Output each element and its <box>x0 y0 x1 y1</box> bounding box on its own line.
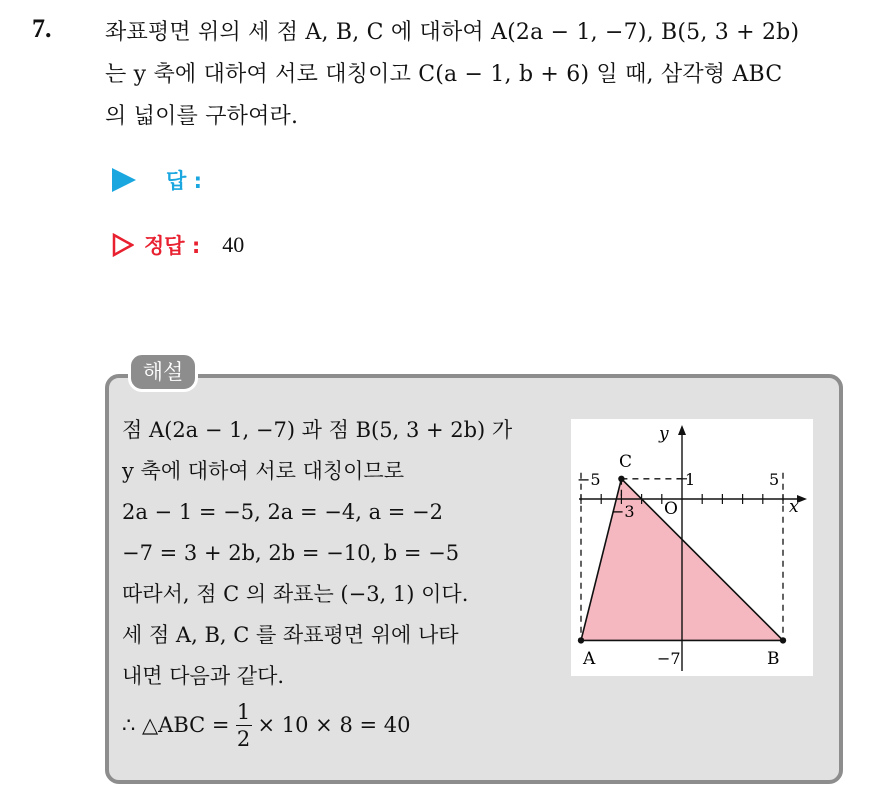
problem-text <box>105 12 870 138</box>
outline-triangle-icon <box>112 233 134 257</box>
conclusion-left: ∴ △ABC = <box>122 713 230 737</box>
point-a-label: A <box>583 649 596 669</box>
point-c-dot <box>618 476 624 482</box>
tick-label-neg7: −7 <box>657 649 681 668</box>
conclusion-right: × 10 × 8 = 40 <box>257 713 411 737</box>
coordinate-graph <box>571 419 813 676</box>
problem-line-3: 의 넓이를 구하여라. <box>105 104 299 129</box>
conclusion <box>122 697 410 753</box>
answer-label: 답 : <box>166 169 202 193</box>
point-c-label: C <box>619 452 633 472</box>
tick-label-1: 1 <box>685 470 696 489</box>
solution-line: y 축에 대하여 서로 대칭이므로 <box>122 459 404 483</box>
x-axis-label: x <box>789 497 799 517</box>
fraction-denominator: 2 <box>236 726 251 751</box>
tick-label-neg5: −5 <box>577 470 601 489</box>
solution-text <box>122 410 562 697</box>
correct-answer-label: 정답 : <box>144 234 201 258</box>
point-b-dot <box>780 637 786 643</box>
solution-line: 점 A(2a − 1, −7) 과 점 B(5, 3 + 2b) 가 <box>122 418 513 442</box>
play-triangle-icon <box>112 168 136 192</box>
fraction <box>236 701 252 750</box>
fraction-bar <box>236 725 252 726</box>
point-b-label: B <box>767 649 780 669</box>
problem-number: 7. <box>32 14 52 43</box>
solution-line: 2a − 1 = −5, 2a = −4, a = −2 <box>122 500 443 524</box>
fraction-numerator: 1 <box>236 699 251 724</box>
solution-line: 세 점 A, B, C 를 좌표평면 위에 나타 <box>122 623 459 647</box>
solution-line: 따라서, 점 C 의 좌표는 (−3, 1) 이다. <box>122 582 469 606</box>
tick-label-5: 5 <box>769 470 780 489</box>
graph-svg <box>571 419 813 676</box>
point-a-dot <box>578 637 584 643</box>
y-axis-label: y <box>659 424 669 444</box>
solution-tab: 해설 <box>128 352 198 392</box>
problem-line-1: 좌표평면 위의 세 점 A, B, C 에 대하여 A(2a − 1, −7), B(5, 3 + 2b) <box>105 20 800 45</box>
solution-line: −7 = 3 + 2b, 2b = −10, b = −5 <box>122 541 460 565</box>
origin-label: O <box>664 499 678 519</box>
correct-answer-row <box>112 225 244 265</box>
tick-label-neg3: −3 <box>611 502 635 521</box>
solution-line: 내면 다음과 같다. <box>122 664 285 688</box>
answer-row <box>112 160 202 200</box>
y-axis-arrow <box>678 425 686 435</box>
problem-line-2: 는 y 축에 대하여 서로 대칭이고 C(a − 1, b + 6) 일 때, 삼각형 ABC <box>105 62 783 87</box>
correct-answer-value: 40 <box>222 232 245 257</box>
